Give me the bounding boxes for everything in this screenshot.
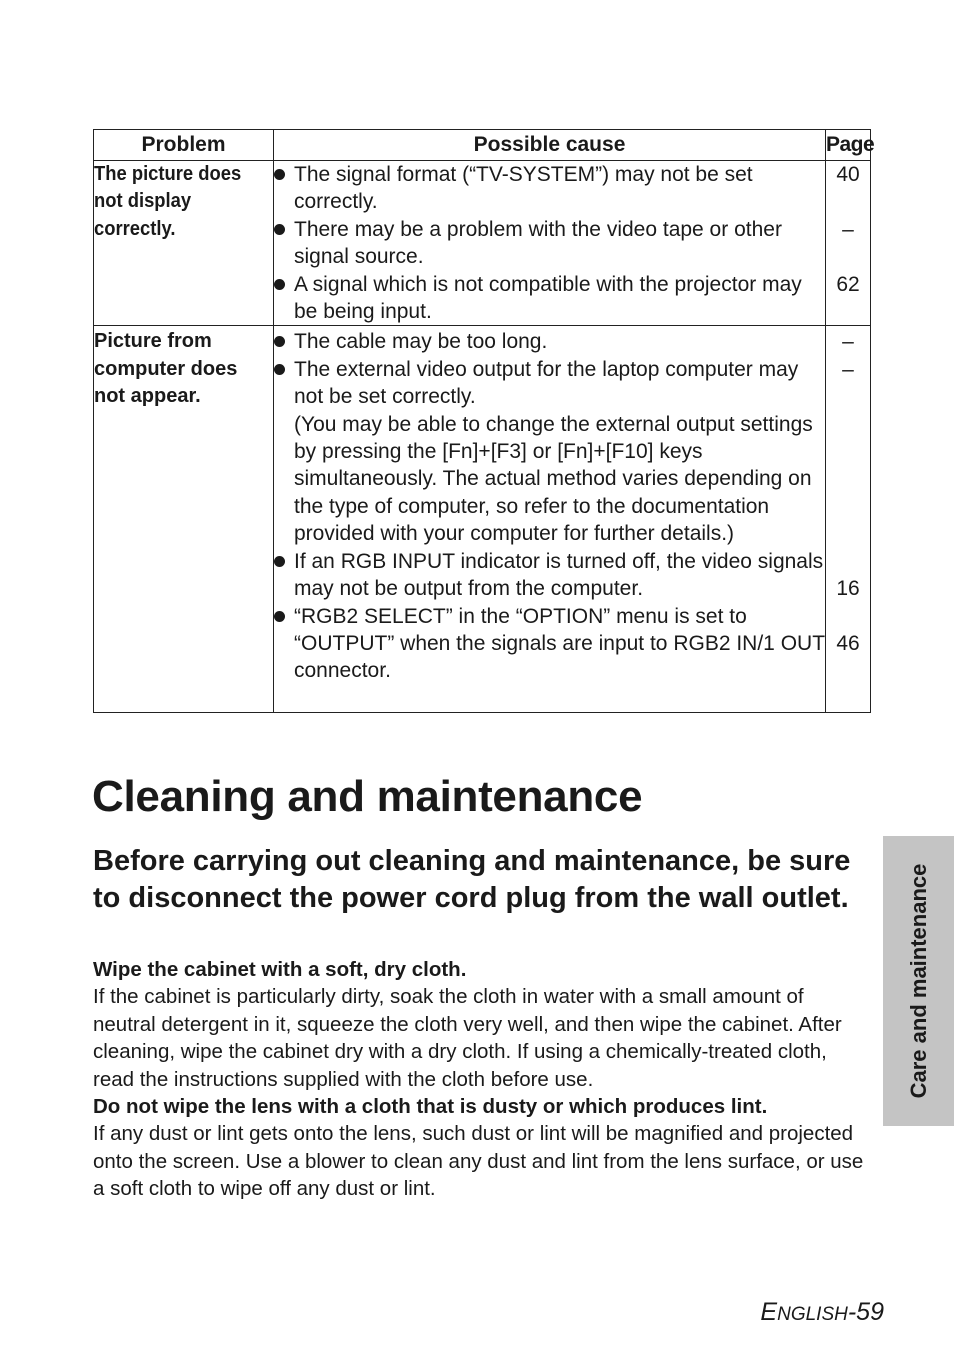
cause-item: A signal which is not compatible with the projector may be being input. (274, 271, 825, 326)
page-cell (826, 161, 871, 326)
problem-cell (94, 161, 274, 326)
cause-item: The signal format (“TV-SYSTEM”) may not be set correctly. (274, 161, 825, 216)
cause-cell (274, 161, 826, 326)
side-tab (883, 836, 954, 1126)
page-ref: – (842, 357, 854, 381)
cause-item: “RGB2 SELECT” in the “OPTION” menu is set to “OUTPUT” when the signals are input to RGB2 IN/1 OUT connector. (274, 603, 825, 685)
page-ref (826, 411, 870, 438)
header-problem: Problem (94, 130, 274, 161)
cause-item: If an RGB INPUT indicator is turned off, the video signals may not be output from the computer. (274, 548, 825, 603)
page-cell (826, 326, 871, 712)
page-ref (826, 602, 870, 629)
page-ref (826, 493, 870, 520)
page-ref (826, 188, 870, 215)
header-page: Page (826, 130, 871, 161)
cleaning-instructions (93, 956, 868, 1203)
page-ref (826, 685, 870, 712)
paragraph-text: If the cabinet is particularly dirty, soak the cloth in water with a small amount of neutral detergent in it, squeeze the cloth very well, and then wipe the cabinet. After cleaning, wipe the cabinet dry with a dry cloth. If using a chemically-treated cloth, read the instructions supplied with the cloth before use. (93, 985, 842, 1091)
page-ref (826, 438, 870, 465)
problem-cell (94, 326, 274, 712)
page-ref (826, 520, 870, 547)
warning-heading: Before carrying out cleaning and maintenance, be sure to disconnect the power cord plug from the wall outlet. (93, 845, 851, 914)
table-row (94, 326, 871, 712)
section-title: Cleaning and maintenance (92, 772, 643, 821)
page-number-value: -59 (847, 1298, 884, 1326)
paragraph-heading: Do not wipe the lens with a cloth that is dusty or which produces lint. (93, 1095, 768, 1119)
side-tab-label: Care and maintenance (905, 863, 931, 1099)
paragraph-heading: Wipe the cabinet with a soft, dry cloth. (93, 958, 467, 981)
page-ref (826, 298, 870, 325)
cause-cell (274, 326, 826, 712)
problem-text: The picture does not display correctly. (94, 163, 242, 240)
page-ref (826, 465, 870, 492)
cause-item: The external video output for the laptop computer may not be set correctly. (You may be able to change the external output settings by pressing the [Fn]+[F3] or [Fn]+[F10] keys simultaneously. The actual method varies depending on the type of computer, so refer to the documentation provided with your computer for further details.) (274, 356, 825, 548)
table-row (94, 161, 871, 326)
page-ref: 40 (836, 163, 860, 186)
paragraph-text: If any dust or lint gets onto the lens, such dust or lint will be magnified and projected onto the screen. Use a blower to clean any dust and lint from the lens surface, or use a soft cloth to wipe off any dust or lint. (93, 1122, 864, 1201)
language-rest: NGLISH (777, 1304, 848, 1325)
cause-item: There may be a problem with the video tape or other signal source. (274, 216, 825, 271)
page-ref (826, 548, 870, 575)
problem-text: Picture from computer does not appear. (94, 330, 238, 408)
language-initial: E (760, 1298, 778, 1326)
page-number (760, 1298, 884, 1327)
troubleshooting-table (93, 129, 875, 713)
page-ref (826, 243, 870, 270)
page-ref: 62 (836, 272, 860, 296)
cause-item: The cable may be too long. (274, 328, 825, 355)
page-ref: 46 (836, 631, 860, 655)
page-ref: – (842, 217, 854, 241)
header-possible-cause: Possible cause (274, 130, 826, 161)
page-ref (826, 657, 870, 684)
page-ref: – (842, 330, 854, 354)
page-ref: 16 (836, 576, 860, 600)
page-ref (826, 383, 870, 410)
